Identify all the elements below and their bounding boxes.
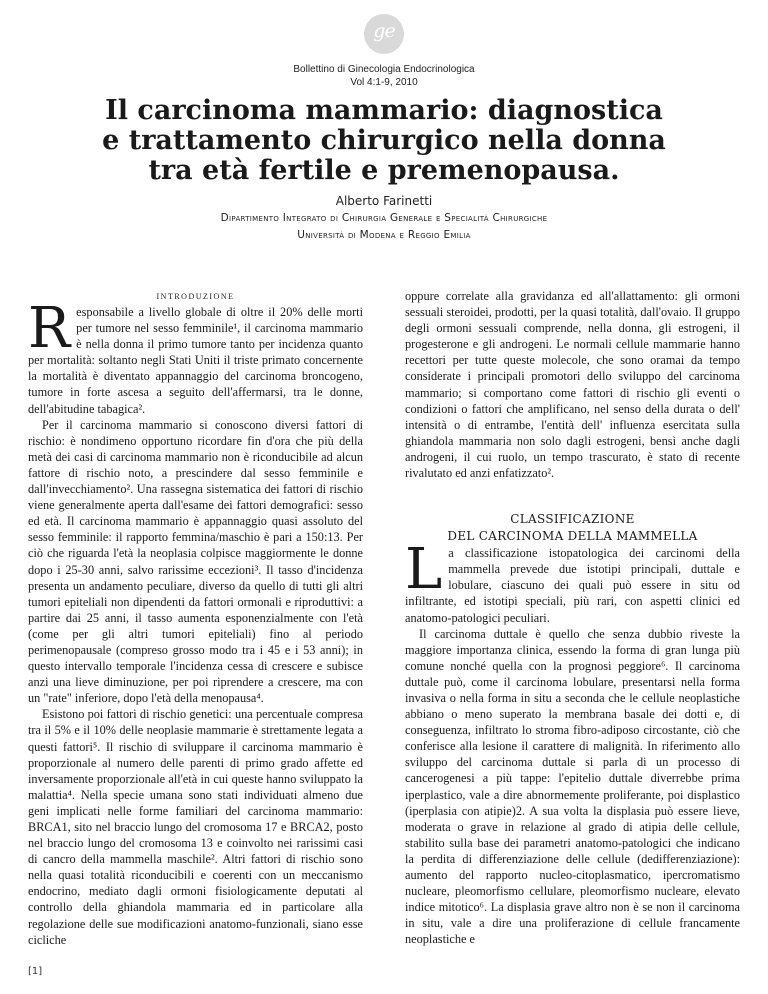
classification-heading-line-1: CLASSIFICAZIONE: [510, 512, 635, 527]
drop-cap: R: [28, 296, 71, 361]
intro-paragraph-3: Esistono poi fattori di rischio genetici: una percentuale compresa tra il 5% e il 10% delle neoplasie mammarie è strettamente legata a questi fattori⁵. Il rischio di sviluppare il carcinoma mammario è proporzionale al numero delle parenti di primo grado affette ed inversamente proporzionale all'età in cui queste hanno sviluppato la malattia⁴. Nella specie umana sono stati individuati almeno due geni implicati nelle forme familiari del carcinoma mammario: BRCA1, sito nel braccio lungo del cromosoma 17 e BRCA2, posto nel braccio lungo del cromosoma 13 e coinvolto nei rarissimi casi di cancro della mammella maschile². Altri fattori di rischio sono nella quasi totalità riconducibili e coerenti con un meccanismo endocrino, mediato dagli ormoni fisiologicamente deputati al controllo della ghiandola mammaria ed in particolare alla regolazione delle sue modificazioni anatomo-funzionali, siano esse cicliche: [28, 707, 363, 947]
left-column: [28, 288, 363, 948]
section-heading-classification: [405, 511, 740, 545]
classification-paragraph-1: La classificazione istopatologica dei carcinomi della mammella prevede due istotipi principali, duttale e lobulare, ciascuno dei quali può essere in situ od infiltrante, ed istotipi speciali, più rari, con aspetti clinici ed anatomo-patologici peculiari.: [405, 537, 740, 625]
journal-volume: Vol 4:1-9, 2010: [350, 77, 418, 88]
affiliation-department: Dipartimento Integrato di Chirurgia Generale e Specialità Chirurgiche: [220, 212, 548, 224]
classification-paragraph-2: Il carcinoma duttale è quello che senza dubbio riveste la maggiore importanza clinica, essendo la forma di gran lunga più comune nonché quella con la prognosi peggiore⁶. Il carcinoma duttale può, come il carcinoma lobulare, presentarsi nella forma invasiva o nella forma in situ a seconda che le cellule neoplastiche abbiano o meno superato la membrana basale dei dotti e, di conseguenza, infiltrato lo stroma fibro-adiposo circostante, ciò che conferisce alla lesione il carattere di malignità. In riferimento allo sviluppo del carcinoma duttale si parla di un processo di cancerogenesi a più tappe: l'epitelio duttale diverrebbe prima iperplastico, vale a dire abnormemente proliferante, poi displastico (iperplasia con atipie)2. A sua volta la displasia può essere lieve, moderata o grave in relazione al grado di atipia delle cellule, stabilito sulla base dei parametri anatomo-patologici che indicano la perdita di differenziazione delle cellule (dedifferenziazione): aumento del rapporto nucleo-citoplasmatico, ipercromatismo nucleare, pleomorfismo cellulare, pleomorfismo nucleare, elevato indice mitotico⁶. La displasia grave altro non è se non il carcinoma in situ, vale a dire una proliferazione di cellule francamente neoplastiche e: [405, 626, 740, 947]
journal-name: Bollettino di Ginecologia Endocrinologica: [293, 64, 475, 75]
affiliation-university: Università di Modena e Reggio Emilia: [297, 229, 471, 241]
author-name: Alberto Farinetti: [335, 194, 433, 208]
intro-paragraph-4: oppure correlate alla gravidanza ed all'allattamento: gli ormoni sessuali steroidei, prodotti, per la quasi totalità, dall'ovaio. Il gruppo degli ormoni sessuali comprende, nella donna, gli estrogeni, il progesterone e gli androgeni. Le normali cellule mammarie hanno recettori per tutte queste molecole, che sono oramai da tempo considerate i principali promotori dello sviluppo del carcinoma mammario; si comportano come fattori di rischio gli eventi o condizioni o fattori che amplificano, nel senso della durata o dell' intensità o di entrambe, l'entità dell' influenza esercitata sulla ghiandola mammaria non solo dagli estrogeni, bensì anche dagli androgeni, il cui ruolo, un tempo trascurato, è stato di recente rivalutato ed anzi enfatizzato².: [405, 289, 740, 481]
title-line-1: Il carcinoma mammario: diagnostica: [105, 95, 663, 126]
drop-cap: L: [405, 537, 443, 603]
ge-logo-icon: ge: [373, 20, 395, 42]
title-line-2: e trattamento chirurgico nella donna: [102, 125, 666, 156]
right-column: [405, 288, 740, 947]
title-line-3: tra età fertile e premenopausa.: [148, 155, 620, 186]
article-title: [0, 96, 768, 186]
intro-paragraph-1: Responsabile a livello globale di oltre il 20% delle morti per tumore nel sesso femminile¹, il carcinoma mammario è nella donna il primo tumore tanto per incidenza quanto per mortalità: soltanto negli Stati Uniti il triste primato concernente la mortalità è diventato appannaggio del carcinoma broncogeno, tumore in forte ascesa a seguito dell'affermarsi, tra le donne, dell'abitudine tabagica².: [28, 296, 363, 416]
intro-paragraph-2: Per il carcinoma mammario si conoscono diversi fattori di rischio: è nondimeno opportuno ricordare fin d'ora che più della metà dei casi di carcinoma mammario non è riconducibile ad alcun fattore di rischio noto, a prescindere dal sesso femminile e dall'invecchiamento². Una rassegna sistematica dei fattori di rischio viene generalmente aperta dall'esame dei fattori demografici: sesso ed età. Il carcinoma mammario è appannaggio quasi assoluto del sesso femminile: il rapporto femmina/maschio è pari a 150:13. Per ciò che riguarda l'età la neoplasia colpisce maggiormente le donne dopo i 25-30 anni, salvo rarissime eccezioni³. Il tasso d'incidenza presenta un andamento peculiare, diverso da quello di tutti gli altri tumori epiteliali non dipendenti da fattori ormonali e riproduttivi: a partire dai 25 anni, il tasso aumenta esponenzialmente con l'età (come per gli altri tumori epiteliali) fino al periodo perimenopausale (compreso grosso modo tra i 45 e i 53 anni); in questo intervallo temporale l'incidenza cessa di crescere e subisce anzi una lieve diminuzione, per poi riprendere a crescere, ma con un "rate" inferiore, dopo l'età della menopausa⁴.: [28, 417, 363, 706]
page-number: [1]: [28, 966, 43, 977]
section-heading-introduction: introduzione: [156, 290, 235, 302]
journal-logo: [364, 14, 404, 54]
classification-heading-line-2: DEL CARCINOMA DELLA MAMMELLA: [447, 529, 698, 544]
